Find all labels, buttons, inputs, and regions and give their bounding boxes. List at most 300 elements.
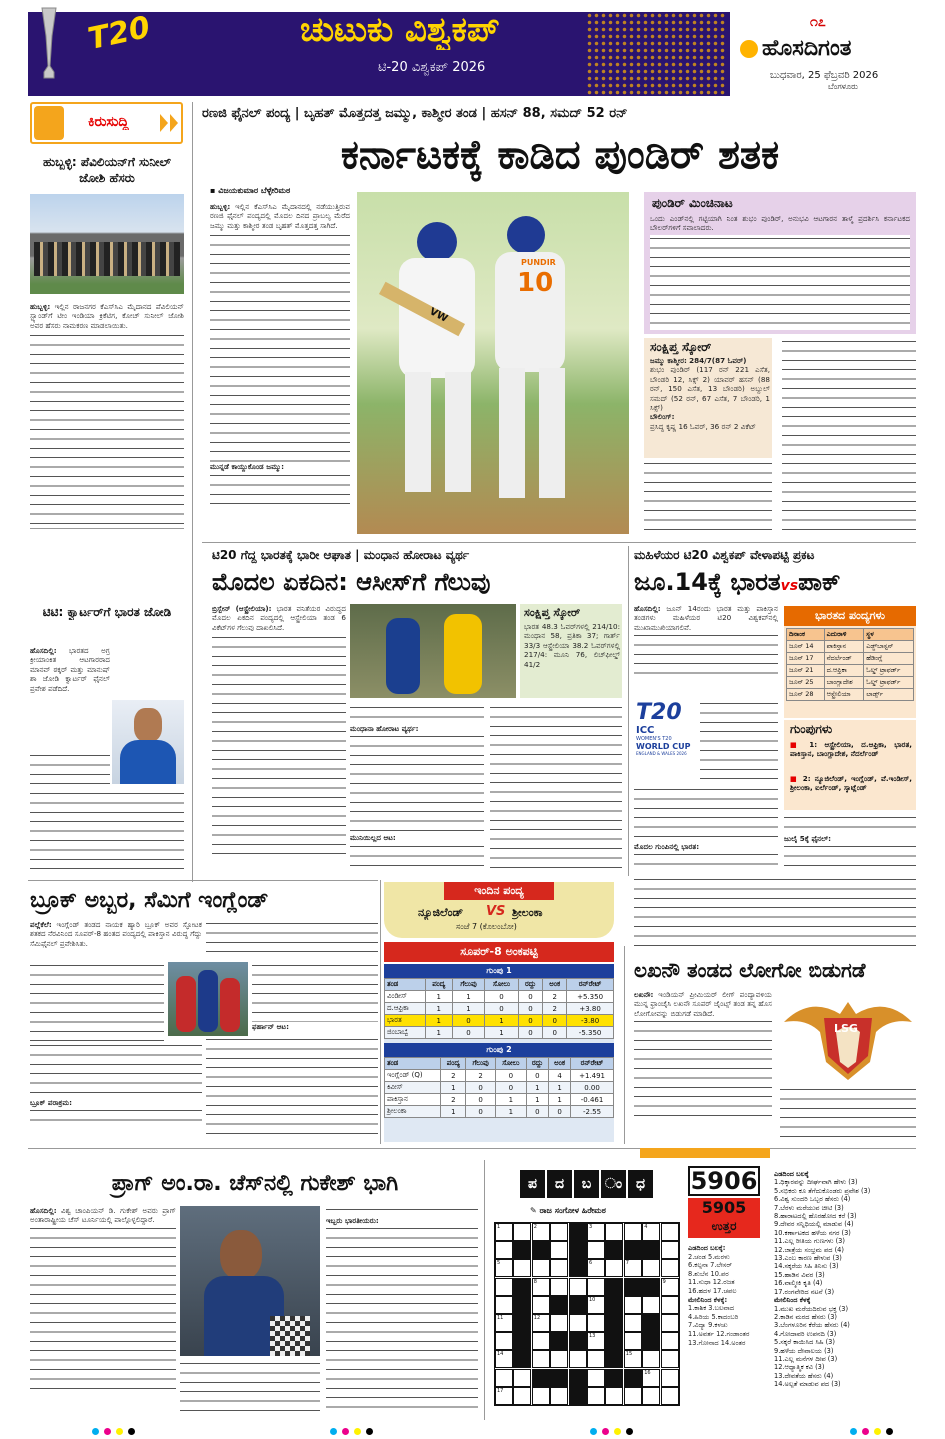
crossword-cell[interactable] <box>495 1314 513 1332</box>
print-color-marks <box>850 1420 910 1428</box>
wc-logo-line5: ENGLAND & WALES 2026 <box>636 751 687 756</box>
print-color-marks <box>92 1420 152 1428</box>
brook-sub1-label: ಫರ್ಹಾನ್ ಆಟ: <box>252 1022 289 1031</box>
lead-body-col1 <box>210 202 350 522</box>
lsg-logo-text: LSG <box>834 1022 858 1035</box>
crossword-cell[interactable] <box>532 1259 550 1277</box>
trophy-icon <box>38 6 60 80</box>
crossword-block <box>513 1241 531 1259</box>
crossword-block <box>569 1259 587 1277</box>
crossword-cell[interactable] <box>642 1223 660 1241</box>
odi-headline: ಮೊದಲ ಏಕದಿನ: ಆಸೀಸ್‌ಗೆ ಗೆಲುವು <box>212 568 491 596</box>
pavilion-photo <box>30 194 184 294</box>
points-header-cell: ಪಂದ್ಯ <box>441 1058 466 1070</box>
crossword-block <box>550 1296 568 1314</box>
puzzle-title-letter: ಂ <box>601 1170 626 1198</box>
byline-name: ವಿಜಯಕುಮಾರ ಬೆಳ್ಳೇರಿಮಠ <box>218 186 291 195</box>
clue-line: 1.ಮುಖ ಮರೆಯದಿರುವ ಭಕ್ತ (3) <box>774 1304 849 1313</box>
crossword-cell[interactable] <box>642 1387 660 1405</box>
crossword-cell[interactable] <box>513 1369 531 1387</box>
odi-body <box>212 604 346 876</box>
group2-list: ■ 2: ನ್ಯೂಜಿಲೆಂಡ್, ಇಂಗ್ಲೆಂಡ್, ವೆ.ಇಂಡೀಸ್, ಶ್ರೀಲಂಕಾ, ಐರ್ಲೆಂಡ್, ಸ್ಕಾಟ್ಲೆಂಡ್ <box>790 774 912 793</box>
clue-line: 9.ಹಳೆಯ ದೇವಾಲಯ (3) <box>774 1346 834 1355</box>
body-text-lines <box>644 460 772 536</box>
group1-label: ಗುಂಪು 1 <box>384 964 614 978</box>
group1-list: ■ 1: ಆಸ್ಟ್ರೇಲಿಯಾ, ದ.ಆಫ್ರಿಕಾ, ಭಾರತ, ಪಾಕಿಸ್ತಾನ, ಬಾಂಗ್ಲಾದೇಶ, ನೆದರ್ಲೆಂಡ್ <box>790 740 912 759</box>
points-row <box>385 1070 614 1082</box>
points-cell: 1 <box>425 1015 452 1027</box>
points-cell: +3.80 <box>567 1003 614 1015</box>
body-text-lines <box>30 332 184 526</box>
points-row <box>385 991 614 1003</box>
clue-line: 7.ಬೆರಳು ಮರೆಯುವ ಚೀಟಿ (3) <box>774 1203 844 1212</box>
crossword-block <box>624 1369 642 1387</box>
body-text-lines <box>490 704 622 876</box>
crossword-block <box>550 1332 568 1350</box>
fixtures-cell: ಜೂನ್ 25 <box>787 677 825 689</box>
crossword-block <box>642 1332 660 1350</box>
chevron-right-icon <box>170 114 178 132</box>
groups-title: ಗುಂಪುಗಳು <box>790 722 833 736</box>
lsg-elephant-icon <box>780 992 916 1082</box>
gukesh-text: ವಿಶ್ವ ಚಾಂಪಿಯನ್ ಡಿ. ಗುಕೇಶ್ ಅವರು ಪ್ರಾಗ್ ಅಂತಾರಾಷ್ಟ್ರೀಯ ಚೆಸ್ ಟೂರ್ನಿಯಲ್ಲಿ ಪಾಲ್ಗೊಳ್ಳಲಿದ್ದಾರೆ. <box>30 1206 176 1225</box>
crossword-cell[interactable] <box>624 1314 642 1332</box>
crossword-cell[interactable] <box>642 1350 660 1368</box>
clue-line: 6.ವಿಶ್ವ ಸುಂದರಿ ಒಬ್ಬರ ಹೆಸರು (4) <box>774 1195 851 1204</box>
player-portrait-photo <box>112 700 184 784</box>
crossword-grid[interactable] <box>494 1222 680 1406</box>
crossword-cell[interactable] <box>550 1350 568 1368</box>
crossword-cell[interactable] <box>587 1332 605 1350</box>
crossword-cell[interactable] <box>661 1259 679 1277</box>
lsg-headline: ಲಖನೌ ತಂಡದ ಲೋಗೋ ಬಿಡುಗಡೆ <box>634 958 866 982</box>
body-text-lines <box>634 851 778 871</box>
masthead-subtitle: ಟಿ-20 ವಿಶ್ವಕಪ್ 2026 <box>378 60 486 75</box>
points-row <box>385 1015 614 1027</box>
body-text-lines <box>212 634 346 854</box>
crossword-cell[interactable] <box>495 1223 513 1241</box>
sc1-bowling: ಪ್ರಸಿದ್ಧ ಕೃಷ್ಣ 16 ಓವರ್, 36 ರನ್ 2 ವಿಕೆಟ್ <box>650 421 756 431</box>
crossword-block <box>513 1278 531 1296</box>
odi-kicker: ಟಿ20 ಗೆದ್ದ ಭಾರತಕ್ಕೆ ಭಾರೀ ಆಘಾತ | ಮಂಧಾನ ಹೋರಾಟ ವ್ಯರ್ಥ <box>212 548 470 562</box>
crossword-cell-number: 11 <box>497 1315 504 1321</box>
body-text-lines <box>350 704 484 724</box>
crossword-cell[interactable] <box>495 1241 513 1259</box>
clue-line: 11.ಎಲ್ಲ ರೀತಿಯ ಗುಣಗಳು (3) <box>774 1237 845 1246</box>
points-cell: 0 <box>518 1027 542 1039</box>
crossword-cell[interactable] <box>550 1278 568 1296</box>
lsg-logo <box>780 992 916 1082</box>
issue-date: ಬುಧವಾರ, 25 ಫೆಬ್ರವರಿ 2026 <box>770 70 879 81</box>
mandhana-photo <box>350 604 516 698</box>
crossword-cell[interactable] <box>495 1332 513 1350</box>
answer-line: 11.ಅವರ್ತ 12.ಗಂಡಾಂತರ <box>688 1329 750 1338</box>
crossword-cell[interactable] <box>624 1387 642 1405</box>
fixtures-row <box>787 653 914 665</box>
gukesh-body <box>30 1206 176 1418</box>
clue-line: 3.ಬೆಂಗಳೂರಿನ ಕೆರೆಯ ಹೆಸರು (4) <box>774 1321 850 1330</box>
body-text-lines <box>30 790 184 872</box>
points-cell: 0 <box>518 1003 542 1015</box>
points-cell: 2 <box>543 1003 567 1015</box>
crossword-block <box>569 1296 587 1314</box>
clues-list <box>774 1170 916 1420</box>
points-cell: 0 <box>495 1070 526 1082</box>
pundir-body <box>650 214 910 330</box>
points-header-cell: ಸೋಲು <box>485 979 519 991</box>
crossword-cell-number: 13 <box>589 1333 596 1340</box>
schedule-headline <box>634 566 916 602</box>
crossword-cell[interactable] <box>661 1278 679 1296</box>
bat-label: VW <box>427 306 450 325</box>
kiru1-lead: ಹುಬ್ಬಳ್ಳಿ: <box>30 302 51 311</box>
crossword-cell[interactable] <box>642 1259 660 1277</box>
crossword-cell[interactable] <box>550 1223 568 1241</box>
points-cell: 1 <box>425 991 452 1003</box>
body-text-lines <box>206 920 378 960</box>
jersey-number: 10 <box>517 268 554 298</box>
crossword-cell[interactable] <box>661 1369 679 1387</box>
kiru2-body <box>30 646 110 746</box>
crossword-cell[interactable] <box>532 1314 550 1332</box>
crossword-cell[interactable] <box>605 1223 623 1241</box>
kirusuddi-label: ಕಿರುಸುದ್ದಿ <box>88 114 129 130</box>
crossword-cell-number: 6 <box>589 1260 593 1267</box>
kiru1-body <box>30 302 184 526</box>
points-header-cell: ತಂಡ <box>385 979 426 991</box>
points-cell: 1 <box>425 1003 452 1015</box>
odi-sub1: ಮಂಧಾನಾ ಹೋರಾಟ ವ್ಯರ್ಥ: <box>350 724 419 733</box>
points-header-cell: ರದ್ದು <box>518 979 542 991</box>
body-text-lines <box>30 1107 202 1127</box>
crossword-cell[interactable] <box>550 1314 568 1332</box>
clue-line: 13.ಎಂಬ ಕಾರಣ ಹೇಳುವ (3) <box>774 1254 842 1263</box>
crossword-cell[interactable] <box>569 1278 587 1296</box>
body-text-lines <box>210 472 350 512</box>
points-cell: 2 <box>441 1094 466 1106</box>
body-text-lines <box>326 1206 478 1216</box>
points-header <box>385 1058 614 1070</box>
points-cell: 0 <box>518 1015 542 1027</box>
crossword-cell[interactable] <box>661 1314 679 1332</box>
points-cell: 1 <box>485 1027 519 1039</box>
schedule-headline-a: ಜೂ.14ಕ್ಕೆ ಭಾರತ <box>634 568 781 596</box>
byline: ▪ ವಿಜಯಕುಮಾರ ಬೆಳ್ಳೇರಿಮಠ <box>210 186 291 195</box>
clue-line: 11.ಎಲ್ಲ ಮನೆಗಳ ದೀಪ (3) <box>774 1354 838 1363</box>
points-cell: 2 <box>441 1070 466 1082</box>
kiru2-headline: ಟಿಟಿ: ಕ್ವಾರ್ಟರ್‌ಗೆ ಭಾರತ ಜೋಡಿ <box>42 605 172 619</box>
points-header-cell: ಅಂಕ <box>543 979 567 991</box>
crossword-block <box>550 1369 568 1387</box>
points-cell: 1 <box>526 1082 548 1094</box>
crossword-cell[interactable] <box>495 1278 513 1296</box>
crossword-block <box>624 1241 642 1259</box>
crossword-block <box>624 1278 642 1296</box>
schedule-lead: ಹೊಸದಿಲ್ಲಿ: <box>634 604 661 613</box>
clue-line: 14.ಅಲ್ಪತೆ ಮಾಡುವ ಪದ (3) <box>774 1380 841 1389</box>
crossword-cell[interactable] <box>587 1259 605 1277</box>
sc1-batting: ಶುಭಂ ಪುಂಡಿರ್ (117 ರನ್ 221 ಎಸೆತ, ಬೌಂಡರಿ 12, ಸಿಕ್ಸ್ 2) ಯಾವರ್ ಹಸನ್ (88 ರನ್, 150 ಎಸೆತ, 13 ಬೌಂಡರಿ) ಅಬ್ದುಲ್ ಸಮದ್ (52 ರನ್, 67 ಎಸೆತ, 7 ಬೌಂಡರಿ, 1 ಸಿಕ್ಸ್) <box>650 365 770 413</box>
points-cell: 1 <box>485 1015 519 1027</box>
puzzle-title <box>520 1170 656 1200</box>
points-cell: 0 <box>495 1082 526 1094</box>
crossword-block <box>642 1241 660 1259</box>
crossword-cell[interactable] <box>587 1241 605 1259</box>
points-header-cell: ರನ್‌ರೇಟ್ <box>567 979 614 991</box>
clue-line: 13.ದೇವತೆಯ ಹೆಸರು (4) <box>774 1371 834 1380</box>
crossword-cell[interactable] <box>587 1278 605 1296</box>
answer-line: 16.ಹದಳ 17.ಚಪಲ <box>688 1286 737 1295</box>
lead-subhead: ಮುನ್ನಡೆ ಕಾಯ್ದುಕೊಂಡ ಜಮ್ಮು: <box>210 462 285 472</box>
team2: ಶ್ರೀಲಂಕಾ <box>512 906 543 919</box>
lsg-text: ಇಂಡಿಯನ್ ಪ್ರೀಮಿಯರ್ ಲೀಗ್ ಪಂದ್ಯಾವಳಿಯ ಮುನ್ನ ಫ್ರಾಂಚೈಸಿ ಲಖನೌ ಸೂಪರ್ ಜೈಂಟ್ಸ್ ತಂಡ ತನ್ನ ಹೊಸ ಲೋಗೋವನ್ನು ಬಿಡುಗಡೆ ಮಾಡಿದೆ. <box>634 990 772 1018</box>
hand-pointing-icon <box>34 106 64 140</box>
crossword-cell[interactable] <box>642 1296 660 1314</box>
match-time: ಸಂಜೆ 7 (ಕೊಲಂಬೋ) <box>456 922 517 931</box>
crossword-cell[interactable] <box>661 1241 679 1259</box>
points-header-cell: ಪಂದ್ಯ <box>425 979 452 991</box>
prev-answer-label: ಉತ್ತರ <box>711 1219 737 1233</box>
crossword-cell[interactable] <box>642 1369 660 1387</box>
crossword-cell[interactable] <box>661 1387 679 1405</box>
scorecard1-title: ಸಂಕ್ಷಿಪ್ತ ಸ್ಕೋರ್ <box>650 340 712 354</box>
fixtures-title: ಭಾರತದ ಪಂದ್ಯಗಳು <box>784 606 916 626</box>
points-header-cell: ಗೆಲುವು <box>452 979 484 991</box>
puzzle-number: 5906 <box>688 1166 760 1196</box>
crossword-block <box>569 1387 587 1405</box>
fixtures-row <box>787 665 914 677</box>
fixtures-header-cell: ಸ್ಥಳ <box>864 629 914 641</box>
points-row <box>385 1094 614 1106</box>
clue-line: 1.ಧಿಕ್ಕಾರವನ್ನು ದೀರ್ಘವಾಗಿ ಹೇಳು (3) <box>774 1178 858 1187</box>
crossword-cell-number: 10 <box>589 1296 596 1303</box>
points-header <box>385 979 614 991</box>
points-cell: 1 <box>452 991 484 1003</box>
puzzle-title-letter: ಧ <box>628 1170 653 1198</box>
body-text-lines <box>782 338 916 536</box>
crossword-cell-number: 12 <box>533 1315 541 1321</box>
points-row <box>385 1106 614 1118</box>
body-text-lines <box>350 733 484 833</box>
crossword-cell[interactable] <box>513 1387 531 1405</box>
crossword-cell[interactable] <box>624 1350 642 1368</box>
crossword-cell[interactable] <box>605 1259 623 1277</box>
crossword-cell[interactable] <box>587 1350 605 1368</box>
crossword-cell[interactable] <box>569 1314 587 1332</box>
crossword-cell[interactable] <box>532 1278 550 1296</box>
crossword-cell[interactable] <box>587 1223 605 1241</box>
clue-line: 14.ಸಕ್ಕರೆಯ ಸಿಹಿ ತಿನಿಸು (3) <box>774 1262 839 1271</box>
fixtures-cell: ಆಸ್ಟ್ರೇಲಿಯಾ <box>824 689 864 701</box>
points-cell: 0 <box>543 1015 567 1027</box>
points-cell: ಕಿವೀಸ್ <box>385 1082 441 1094</box>
kiru2-text: ಭಾರತದ ಅಗ್ರ ಕ್ರೀಯಾಂಕಿತ ಆಟಗಾರರಾದ ಮಾನವ್ ಠಕ್ಕರ್ ಮತ್ತು ಮಾನುಷ್ ಶಾ ಜೋಡಿ ಕ್ವಾರ್ಟರ್ ಫೈನಲ್ ಪ್ರವೇಶ ಪಡೆದಿದೆ. <box>30 646 110 693</box>
crossword-cell[interactable] <box>661 1223 679 1241</box>
edition-city: ಬೆಂಗಳೂರು <box>828 82 858 91</box>
crossword-cell[interactable] <box>587 1387 605 1405</box>
crossword-block <box>513 1350 531 1368</box>
crossword-cell[interactable] <box>624 1332 642 1350</box>
answer-line: 7.ವಿದ್ಯಾ 9.ಕಳಚು <box>688 1321 728 1330</box>
crossword-block <box>513 1296 531 1314</box>
points-cell: 1 <box>549 1082 571 1094</box>
crossword-block <box>513 1314 531 1332</box>
fixtures-cell: ಓಲ್ಡ್ ಟ್ರಾಫರ್ಡ್ <box>864 665 914 677</box>
points-table <box>384 964 614 1142</box>
fixtures-cell: ಜೂನ್ 28 <box>787 689 825 701</box>
group2-label: ಗುಂಪು 2 <box>384 1043 614 1057</box>
points-cell: ಪಾಕಿಸ್ತಾನ <box>385 1094 441 1106</box>
clue-line: 17.ರಂಗವೇರಿದ ನಟನೆ (3) <box>774 1287 835 1296</box>
points-cell: 1 <box>495 1094 526 1106</box>
crossword-cell[interactable] <box>661 1296 679 1314</box>
fixtures-cell: ಲಾರ್ಡ್ಸ್ <box>864 689 914 701</box>
sun-logo-icon <box>740 40 758 58</box>
crossword-cell[interactable] <box>513 1259 531 1277</box>
lsg-body <box>634 990 772 1140</box>
points-cell: -5.350 <box>567 1027 614 1039</box>
crossword-cell[interactable] <box>624 1223 642 1241</box>
crossword-cell[interactable] <box>587 1296 605 1314</box>
schedule-body-3 <box>784 814 916 876</box>
crossword-cell[interactable] <box>587 1369 605 1387</box>
batsmen-photo <box>357 192 629 534</box>
crossword-cell[interactable] <box>661 1350 679 1368</box>
fixtures-cell: ಜೂನ್ 21 <box>787 665 825 677</box>
puzzle-title-letter: ದ <box>547 1170 572 1198</box>
fixtures-header-cell: ಎದುರಾಳಿ <box>824 629 864 641</box>
points-cell: ಇಂಗ್ಲೆಂಡ್ (Q) <box>385 1070 441 1082</box>
body-text-lines <box>634 876 916 946</box>
schedule-kicker: ಮಹಿಳೆಯರ ಟಿ20 ವಿಶ್ವಕಪ್ ವೇಳಾಪಟ್ಟಿ ಪ್ರಕಟ <box>634 548 815 562</box>
answer-line: 4.ಹಿರಿಯ 5.ಕಾದಂಬರಿ <box>688 1312 739 1321</box>
crossword-cell[interactable] <box>495 1350 513 1368</box>
clue-line: 5.ಸಭಿಕರು ಕೂ ತೆಗೆದುಕೊಂಡರು ಪ್ರವೇಶ (3) <box>774 1186 871 1195</box>
body-text-lines <box>180 1360 320 1418</box>
crossword-block <box>605 1350 623 1368</box>
kiru1-text: ಇಲ್ಲಿನ ರಾಜನಗರ ಕೆಎಸ್‌ಸಿಎ ಮೈದಾನದ ಪೆವಿಲಿಯನ್ ಸ್ಟ್ಯಾಂಡ್‌ಗೆ ಟೀಂ ಇಂಡಿಯಾ ಕ್ರಿಕೆಟಿಗ, ಕೋಚ್ ಸುನೀಲ್ ಜೋಶಿ ಅವರ ಹೆಸರು ನಾಮಕರಣ ಮಾಡಲಾಯಿತು. <box>30 302 184 330</box>
points-cell: 0 <box>466 1094 496 1106</box>
points-row <box>385 1027 614 1039</box>
brook-body <box>30 920 202 960</box>
print-color-marks <box>590 1420 650 1428</box>
sc1-bowling-label: ಬೌಲಿಂಗ್: <box>650 412 675 422</box>
schedule-sub2: ಜುಲೈ 5ಕ್ಕೆ ಫೈನಲ್: <box>784 834 831 843</box>
crossword-cell[interactable] <box>495 1259 513 1277</box>
today-match-label: ಇಂದಿನ ಪಂದ್ಯ <box>444 882 554 900</box>
crossword-cell[interactable] <box>624 1259 642 1277</box>
crossword-cell-number: 9 <box>662 1278 666 1285</box>
crossword-cell[interactable] <box>661 1332 679 1350</box>
crossword-cell[interactable] <box>550 1387 568 1405</box>
points-cell: ಶ್ರೀಲಂಕಾ <box>385 1106 441 1118</box>
crossword-cell-number: 2 <box>533 1224 537 1230</box>
scorecard1-body <box>650 356 770 456</box>
puzzle-title-letter: ಬ <box>574 1170 599 1198</box>
body-text-lines <box>784 843 916 873</box>
group2-text: 2: ನ್ಯೂಜಿಲೆಂಡ್, ಇಂಗ್ಲೆಂಡ್, ವೆ.ಇಂಡೀಸ್, ಶ್ರೀಲಂಕಾ, ಐರ್ಲೆಂಡ್, ಸ್ಕಾಟ್ಲೆಂಡ್ <box>790 774 912 793</box>
points-cell: 1 <box>549 1094 571 1106</box>
points-cell: 0 <box>526 1106 548 1118</box>
body-text-lines <box>634 786 778 842</box>
group1-text: 1: ಆಸ್ಟ್ರೇಲಿಯಾ, ದ.ಆಫ್ರಿಕಾ, ಭಾರತ, ಪಾಕಿಸ್ತಾನ, ಬಾಂಗ್ಲಾದೇಶ, ನೆದರ್ಲೆಂಡ್ <box>790 740 912 759</box>
fixtures-row <box>787 689 914 701</box>
crossword-block <box>569 1369 587 1387</box>
points-cell: 1 <box>425 1027 452 1039</box>
points-cell: 1 <box>452 1003 484 1015</box>
crossword-cell[interactable] <box>532 1296 550 1314</box>
puzzle-author-name: ರಾಜ ಸಂಗೋಳ ಹಿರೇಮಠ <box>539 1206 606 1215</box>
points-header-cell: ರನ್‌ರೇಟ್ <box>571 1058 614 1070</box>
clue-line: 8.ಹಾರಾಟದಲ್ಲಿ ಹೊರಹೋದ ಕರೆ (3) <box>774 1212 857 1221</box>
brook-sub2: ಬ್ರೂಕ್ ಪರಾಕ್ರಮ: <box>30 1098 73 1107</box>
crossword-cell[interactable] <box>513 1223 531 1241</box>
fixtures-table <box>786 628 914 701</box>
crossword-cell-number: 3 <box>589 1224 593 1230</box>
points-cell: 0 <box>452 1027 484 1039</box>
lead-kicker: ರಣಜಿ ಫೈನಲ್ ಪಂದ್ಯ | ಬೃಹತ್ ಮೊತ್ತದತ್ತ ಜಮ್ಮು, ಕಾಶ್ಮೀರ ತಂಡ | ಹಸನ್ 88, ಸಮದ್ 52 ರನ್ <box>202 106 628 121</box>
points-header-cell: ತಂಡ <box>385 1058 441 1070</box>
crossword-cell[interactable] <box>495 1369 513 1387</box>
crossword-cell[interactable] <box>550 1241 568 1259</box>
pundir-title: ಪುಂಡಿರ್ ಮಿಂಚಿನಾಟ <box>652 196 733 210</box>
crossword-cell[interactable] <box>532 1332 550 1350</box>
crossword-cell[interactable] <box>532 1223 550 1241</box>
crossword-block <box>513 1332 531 1350</box>
crossword-block <box>605 1241 623 1259</box>
crossword-cell[interactable] <box>550 1259 568 1277</box>
answer-line: 1.ಕಾಶಿಕ 3.ಬಲವಾದ <box>688 1304 735 1313</box>
kiru2-lead: ಹೊಸದಿಲ್ಲಿ: <box>30 646 57 655</box>
body-text-lines <box>30 1042 202 1098</box>
crossword-cell[interactable] <box>624 1296 642 1314</box>
points-cell: 0.00 <box>571 1082 614 1094</box>
lead-lead: ಹುಬ್ಬಳ್ಳಿ: <box>210 202 231 211</box>
page-number: ೧೭ <box>810 14 826 30</box>
body-text-lines <box>634 632 778 682</box>
crossword-cell[interactable] <box>587 1314 605 1332</box>
vs-badge: vs <box>780 578 799 594</box>
crossword-cell[interactable] <box>495 1387 513 1405</box>
t20-logo: T20 <box>85 9 154 58</box>
crossword-block <box>569 1223 587 1241</box>
gukesh-photo <box>180 1206 320 1356</box>
crossword-cell[interactable] <box>495 1296 513 1314</box>
england-celebration-photo <box>168 962 248 1036</box>
points-row <box>385 1082 614 1094</box>
points-cell: -3.80 <box>567 1015 614 1027</box>
lead-headline: ಕರ್ನಾಟಕಕ್ಕೆ ಕಾಡಿದ ಪುಂಡಿರ್ ಶತಕ <box>340 132 780 178</box>
points-cell: ಭಾರತ <box>385 1015 426 1027</box>
points-cell: 1 <box>441 1106 466 1118</box>
crossword-cell[interactable] <box>532 1350 550 1368</box>
points-cell: 0 <box>518 991 542 1003</box>
crossword-cell[interactable] <box>569 1350 587 1368</box>
clue-line: 2.ಕಾಡಿನ ಮರದ ಹೆಸರು (3) <box>774 1312 837 1321</box>
schedule-body-2 <box>634 786 778 876</box>
crossword-cell[interactable] <box>605 1387 623 1405</box>
crossword-block <box>605 1296 623 1314</box>
crossword-cell[interactable] <box>532 1387 550 1405</box>
body-text-lines <box>350 843 484 873</box>
crossword-cell-number: 4 <box>644 1224 648 1230</box>
body-text-lines <box>30 962 164 1042</box>
schedule-sub: ಮೊದಲ ಗುಂಪಿನಲ್ಲಿ ಭಾರತ: <box>634 842 700 851</box>
answer-line: 11.ಸುಧಾ 12.ರಜತ <box>688 1278 735 1287</box>
points-cell: +5.350 <box>567 991 614 1003</box>
print-color-marks <box>330 1420 390 1428</box>
points-header-cell: ಸೋಲು <box>495 1058 526 1070</box>
